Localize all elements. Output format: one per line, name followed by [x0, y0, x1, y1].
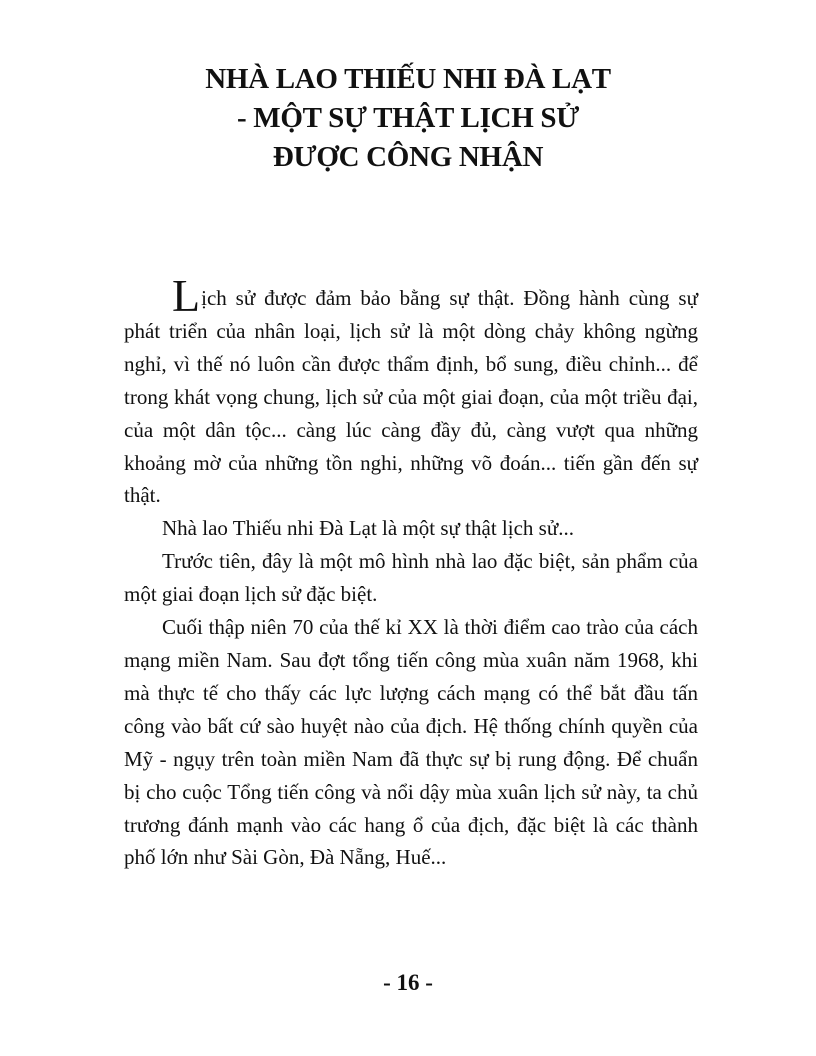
- title-line-2: - MỘT SỰ THẬT LỊCH SỬ: [236, 102, 580, 134]
- paragraph-3: Trước tiên, đây là một mô hình nhà lao đặc biệt, sản phẩm của một giai đoạn lịch sử đặc biệt.: [124, 549, 698, 607]
- title-line-1: NHÀ LAO THIẾU NHI ĐÀ LẠT: [205, 63, 611, 95]
- paragraph-2: Nhà lao Thiếu nhi Đà Lạt là một sự thật lịch sử...: [162, 516, 574, 541]
- title-line-3: ĐƯỢC CÔNG NHẬN: [272, 141, 544, 173]
- chapter-title: [0, 60, 816, 177]
- drop-cap: L: [172, 270, 201, 321]
- body-text: [124, 270, 698, 874]
- paragraph-4: Cuối thập niên 70 của thế kỉ XX là thời điểm cao trào của cách mạng miền Nam. Sau đợt tổng tiến công mùa xuân năm 1968, khi mà thực tế cho thấy các lực lượng cách mạng có thể bắt đầu tấn công vào bất cứ sào huyệt nào của địch. Hệ thống chính quyền của Mỹ - ngụy trên toàn miền Nam đã thực sự bị rung động. Để chuẩn bị cho cuộc Tổng tiến công và nổi dậy mùa xuân lịch sử này, ta chủ trương đánh mạnh vào các hang ổ của địch, đặc biệt là các thành phố lớn như Sài Gòn, Đà Nẵng, Huế...: [124, 615, 698, 870]
- paragraph-1: [124, 270, 698, 512]
- page-number: - 16 -: [383, 970, 433, 995]
- paragraph-1-text: ịch sử được đảm bảo bằng sự thật. Đồng hành cùng sự phát triển của nhân loại, lịch sử là một dòng chảy không ngừng nghỉ, vì thế nó luôn cần được thẩm định, bổ sung, điều chỉnh... để trong khát vọng chung, lịch sử của một giai đoạn, của một triều đại, của một dân tộc... càng lúc càng đầy đủ, càng vượt qua những khoảng mờ của những tồn nghi, những võ đoán... tiến gần đến sự thật.: [124, 286, 698, 508]
